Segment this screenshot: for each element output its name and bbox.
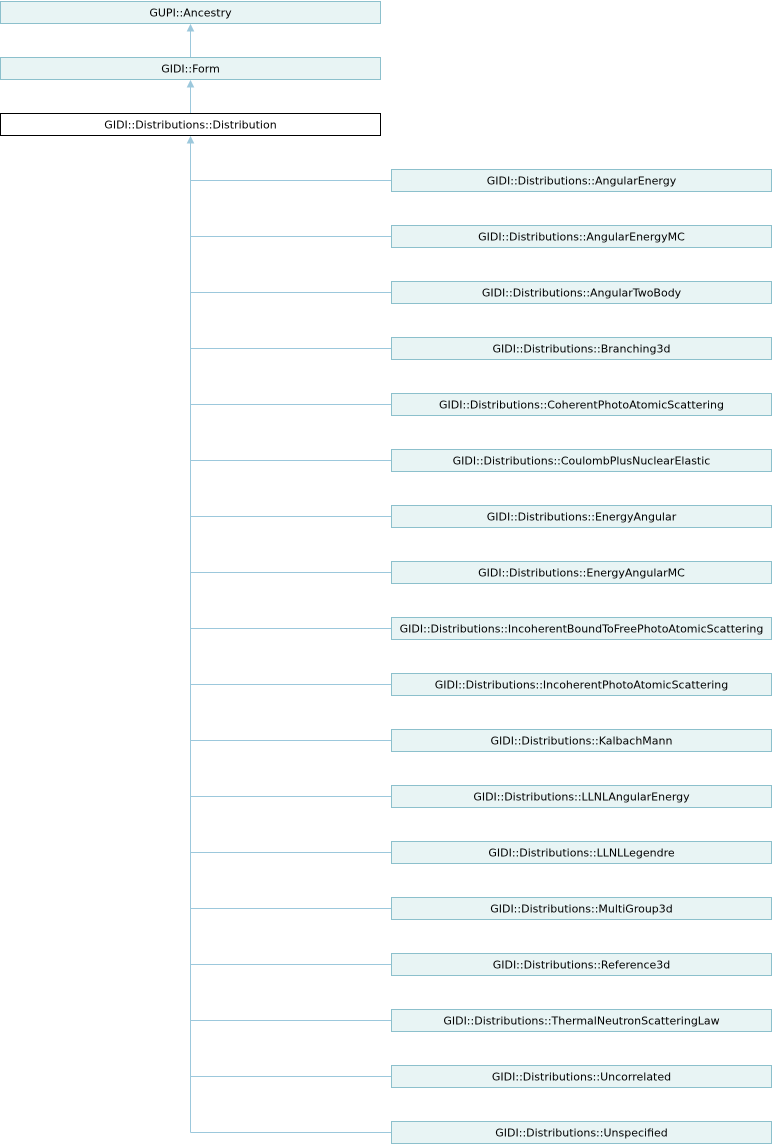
class-node-gidi-distributions-reference3d[interactable] [392, 954, 772, 976]
inheritance-edges [188, 25, 392, 1133]
class-node-gidi-distributions-kalbach-mann[interactable] [392, 730, 772, 752]
class-node-gidi-distributions-energy-angular[interactable] [392, 506, 772, 528]
class-label: GIDI::Distributions::AngularEnergy [486, 174, 677, 188]
class-label: GIDI::Distributions::CoulombPlusNuclearElastic [452, 454, 711, 468]
class-label: GIDI::Distributions::Uncorrelated [491, 1070, 672, 1084]
class-label: GIDI::Distributions::IncoherentPhotoAtomicScattering [434, 678, 729, 692]
class-label: GUPI::Ancestry [149, 6, 232, 20]
class-label: GIDI::Distributions::AngularEnergyMC [478, 230, 685, 244]
class-label: GIDI::Distributions::EnergyAngularMC [478, 566, 685, 580]
class-label: GIDI::Distributions::Unspecified [495, 1126, 668, 1140]
class-label: GIDI::Distributions::Branching3d [492, 342, 671, 356]
class-node-gidi-distributions-incoherent-bound-to-free-photo-atomic-scattering[interactable] [392, 618, 772, 640]
class-label: GIDI::Form [161, 62, 220, 76]
class-label: GIDI::Distributions::EnergyAngular [486, 510, 677, 524]
class-node-gidi-distributions-branching3d[interactable] [392, 338, 772, 360]
class-label: GIDI::Distributions::MultiGroup3d [490, 902, 673, 916]
class-node-gupi-ancestry[interactable] [1, 2, 381, 24]
class-node-gidi-distributions-llnllegendre[interactable] [392, 842, 772, 864]
class-node-gidi-distributions-unspecified[interactable] [392, 1122, 772, 1144]
class-node-gidi-distributions-angular-energy[interactable] [392, 170, 772, 192]
class-node-gidi-distributions-incoherent-photo-atomic-scattering[interactable] [392, 674, 772, 696]
class-node-gidi-distributions-llnlangular-energy[interactable] [392, 786, 772, 808]
class-node-gidi-distributions-angular-two-body[interactable] [392, 282, 772, 304]
class-label: GIDI::Distributions::LLNLAngularEnergy [473, 790, 690, 804]
class-label: GIDI::Distributions::Distribution [104, 118, 277, 132]
class-label: GIDI::Distributions::CoherentPhotoAtomicScattering [439, 398, 724, 412]
class-label: GIDI::Distributions::ThermalNeutronScatteringLaw [443, 1014, 720, 1028]
class-label: GIDI::Distributions::LLNLLegendre [488, 846, 675, 860]
class-node-gidi-form[interactable] [1, 58, 381, 80]
class-node-gidi-distributions-multi-group3d[interactable] [392, 898, 772, 920]
class-label: GIDI::Distributions::AngularTwoBody [481, 286, 682, 300]
class-node-gidi-distributions-energy-angular-mc[interactable] [392, 562, 772, 584]
class-node-gidi-distributions-distribution[interactable] [1, 114, 381, 136]
class-node-gidi-distributions-coherent-photo-atomic-scattering[interactable] [392, 394, 772, 416]
class-label: GIDI::Distributions::Reference3d [492, 958, 671, 972]
class-node-gidi-distributions-coulomb-plus-nuclear-elastic[interactable] [392, 450, 772, 472]
class-label: GIDI::Distributions::KalbachMann [490, 734, 673, 748]
class-label: GIDI::Distributions::IncoherentBoundToFreePhotoAtomicScattering [399, 622, 764, 636]
class-node-gidi-distributions-angular-energy-mc[interactable] [392, 226, 772, 248]
class-node-gidi-distributions-uncorrelated[interactable] [392, 1066, 772, 1088]
class-node-gidi-distributions-thermal-neutron-scattering-law[interactable] [392, 1010, 772, 1032]
